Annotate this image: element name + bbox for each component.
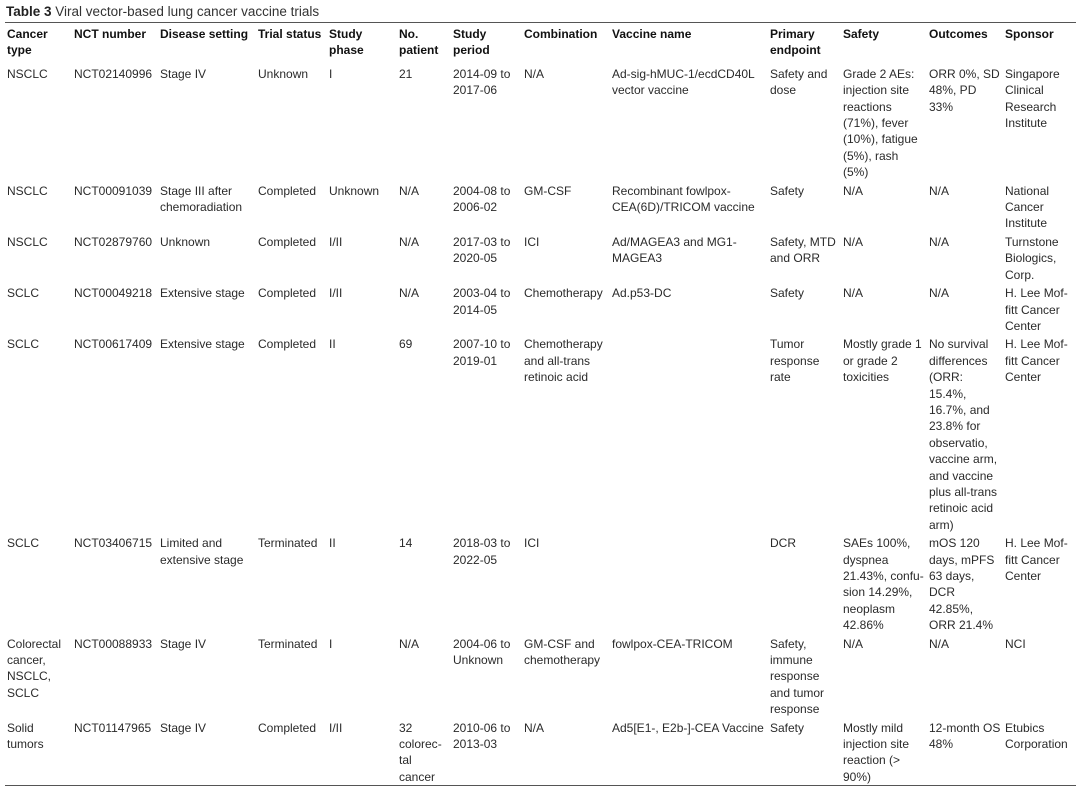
- table-cell-combination: Chemotherapy: [524, 286, 603, 301]
- table-cell-vaccine-name: Ad5[E1-, E2b-]-CEA Vaccine: [612, 720, 764, 735]
- table-cell-no-patient: N/A: [399, 234, 420, 249]
- table-cell-primary-endpoint: Safety: [770, 720, 805, 735]
- table-cell-vaccine-name: [610, 334, 768, 533]
- table-cell-study-period: 2010-06 to 2013-03: [453, 720, 511, 752]
- table-cell-study-period: 2017-03 to 2020-05: [453, 234, 511, 266]
- table-cell-outcomes: No survival differences (ORR: 15.4%, 16.7%, and 23.8% for observatio, vaccine arm, and vaccine plus all-trans retinoic acid arm): [929, 337, 998, 532]
- table-cell-outcomes: N/A: [929, 636, 950, 651]
- table-cell-outcomes: N/A: [929, 234, 950, 249]
- table-cell-combination: ICI: [524, 536, 540, 551]
- table-cell-trial-status: Completed: [258, 286, 317, 301]
- table-header-row: [5, 23, 1076, 59]
- column-header-no-patient: No. patient: [399, 27, 439, 58]
- table-cell-sponsor: H. Lee Moffitt Cancer Center: [1005, 286, 1068, 333]
- table-cell-disease-setting: Extensive stage: [160, 337, 245, 352]
- column-header-study-phase: Study phase: [329, 27, 364, 58]
- table-cell-vaccine-name: Ad-sig-hMUC-1/ecdCD40L vector vaccine: [612, 66, 755, 98]
- table-cell-outcomes: N/A: [929, 183, 950, 198]
- table-cell-cancer-type: SCLC: [7, 337, 40, 352]
- table-cell-disease-setting: Stage IV: [160, 636, 207, 651]
- table-cell-no-patient: N/A: [399, 636, 420, 651]
- table-cell-no-patient: 32 colorectal cancer: [399, 720, 442, 784]
- table-cell-nct-number: NCT00088933: [74, 636, 153, 651]
- table-cell-safety: N/A: [843, 636, 864, 651]
- column-header-disease-setting: Disease setting: [160, 27, 249, 41]
- table-cell-sponsor: Singapore Clinical Research Institute: [1005, 66, 1060, 131]
- table-cell-cancer-type: SCLC: [7, 536, 40, 551]
- table-cell-study-phase: I: [329, 66, 333, 81]
- table-cell-trial-status: Unknown: [258, 66, 309, 81]
- table-cell-study-phase: II: [329, 536, 336, 551]
- table-cell-study-phase: II: [329, 337, 336, 352]
- table-caption: [6, 3, 319, 20]
- table-cell-disease-setting: Stage IV: [160, 66, 207, 81]
- table-cell-study-period: 2014-09 to 2017-06: [453, 66, 511, 98]
- table-cell-cancer-type: NSCLC: [7, 66, 48, 81]
- table-cell-combination: GM-CSF: [524, 183, 572, 198]
- table-cell-combination: GM-CSF and chemotherapy: [524, 636, 601, 668]
- table-cell-primary-endpoint: Safety: [770, 183, 805, 198]
- table-cell-outcomes: 12-month OS 48%: [929, 720, 1001, 752]
- table-cell-nct-number: NCT00617409: [74, 337, 153, 352]
- table-cell-outcomes: N/A: [929, 286, 950, 301]
- table-cell-outcomes: mOS 120 days, mPFS 63 days, DCR 42.85%, ORR 21.4%: [929, 536, 995, 633]
- table-cell-safety: Grade 2 AEs: injection site reactions (71%), fever (10%), fatigue (5%), rash (5%): [843, 66, 918, 180]
- table-cell-disease-setting: Limited and extensive stage: [160, 536, 244, 567]
- table-cell-sponsor: Etubics Corporation: [1005, 720, 1068, 752]
- column-header-sponsor: Sponsor: [1005, 27, 1054, 41]
- table-cell-cancer-type: SCLC: [7, 286, 40, 301]
- table-cell-no-patient: 14: [399, 536, 413, 551]
- column-header-study-period: Study period: [453, 27, 490, 58]
- table-cell-no-patient: N/A: [399, 286, 420, 301]
- table-cell-safety: Mostly grade 1 or grade 2 toxicities: [843, 337, 922, 385]
- table-row: [5, 634, 1076, 718]
- column-header-vaccine-name: Vaccine name: [612, 27, 692, 41]
- table-cell-safety: N/A: [843, 234, 864, 249]
- table-cell-study-period: 2004-08 to 2006-02: [453, 183, 511, 215]
- table-cell-study-phase: I/II: [329, 286, 343, 301]
- table-cell-study-phase: I/II: [329, 720, 343, 735]
- table-cell-primary-endpoint: Safety, MTD and ORR: [770, 234, 836, 266]
- table-cell-primary-endpoint: Safety, immune response and tumor response: [770, 636, 825, 717]
- table-cell-study-period: 2018-03 to 2022-05: [453, 536, 511, 567]
- table-cell-disease-setting: Stage III after chemoradiation: [160, 183, 243, 215]
- table-cell-sponsor: Turnstone Biologics, Corp.: [1005, 234, 1059, 282]
- table-cell-sponsor: H. Lee Moffitt Cancer Center: [1005, 536, 1068, 583]
- column-header-nct-number: NCT number: [74, 27, 146, 41]
- table-cell-trial-status: Completed: [258, 183, 317, 198]
- table-cell-safety: N/A: [843, 183, 864, 198]
- table-row: [5, 718, 1076, 786]
- table-cell-disease-setting: Stage IV: [160, 720, 207, 735]
- table-cell-primary-endpoint: Tumor response rate: [770, 337, 820, 385]
- table-cell-no-patient: N/A: [399, 183, 420, 198]
- table-cell-primary-endpoint: DCR: [770, 536, 796, 551]
- table-cell-vaccine-name: Ad.p53-DC: [612, 286, 672, 301]
- table-cell-vaccine-name: Ad/MAGEA3 and MG1-MAGEA3: [612, 234, 737, 266]
- trials-table-container: [5, 22, 1076, 786]
- table-cell-study-period: 2004-06 to Unknown: [453, 636, 511, 668]
- trials-table: [5, 22, 1076, 786]
- column-header-safety: Safety: [843, 27, 880, 41]
- table-cell-nct-number: NCT03406715: [74, 536, 153, 551]
- table-cell-outcomes: ORR 0%, SD 48%, PD 33%: [929, 66, 1000, 114]
- table-cell-sponsor: NCI: [1005, 636, 1026, 651]
- table-cell-vaccine-name: [610, 533, 768, 633]
- table-cell-nct-number: NCT02140996: [74, 66, 153, 81]
- table-cell-cancer-type: Solid tumors: [7, 720, 44, 752]
- table-row: [5, 283, 1076, 334]
- table-cell-study-phase: I/II: [329, 234, 343, 249]
- table-cell-trial-status: Terminated: [258, 536, 318, 551]
- column-header-cancer-type: Cancer type: [7, 27, 48, 58]
- table-cell-study-period: 2003-04 to 2014-05: [453, 286, 511, 317]
- table-cell-sponsor: H. Lee Moffitt Cancer Center: [1005, 337, 1068, 385]
- table-cell-sponsor: National Cancer Institute: [1005, 183, 1050, 231]
- table-row: [5, 59, 1076, 181]
- table-cell-primary-endpoint: Safety: [770, 286, 805, 301]
- table-cell-primary-endpoint: Safety and dose: [770, 66, 828, 98]
- table-cell-cancer-type: Colorectal cancer, NSCLC, SCLC: [7, 636, 62, 700]
- table-caption-label: Table 3: [6, 4, 52, 19]
- column-header-primary-endpoint: Primary endpoint: [770, 27, 821, 58]
- table-cell-combination: Chemotherapy and all-trans retinoic acid: [524, 337, 603, 385]
- table-cell-study-phase: I: [329, 636, 333, 651]
- table-cell-trial-status: Completed: [258, 337, 317, 352]
- table-cell-nct-number: NCT01147965: [74, 720, 152, 735]
- table-caption-title: Viral vector-based lung cancer vaccine trials: [55, 4, 320, 19]
- table-cell-combination: N/A: [524, 720, 545, 735]
- table-cell-safety: Mostly mild injection site reaction (> 90%): [843, 720, 910, 784]
- table-cell-study-period: 2007-10 to 2019-01: [453, 337, 511, 368]
- table-cell-cancer-type: NSCLC: [7, 234, 48, 249]
- table-cell-nct-number: NCT00049218: [74, 286, 153, 301]
- table-cell-safety: N/A: [843, 286, 864, 301]
- column-header-outcomes: Outcomes: [929, 27, 988, 41]
- table-cell-disease-setting: Unknown: [160, 234, 211, 249]
- table-row: [5, 232, 1076, 283]
- table-cell-disease-setting: Extensive stage: [160, 286, 245, 301]
- table-cell-vaccine-name: fowlpox-CEA-TRICOM: [612, 636, 733, 651]
- table-cell-trial-status: Completed: [258, 234, 317, 249]
- table-cell-cancer-type: NSCLC: [7, 183, 48, 198]
- table-cell-trial-status: Completed: [258, 720, 317, 735]
- table-cell-nct-number: NCT00091039: [74, 183, 153, 198]
- table-cell-vaccine-name: Recombinant fowlpox-CEA(6D)/TRICOM vaccine: [612, 183, 755, 215]
- table-row: [5, 334, 1076, 533]
- table-cell-trial-status: Terminated: [258, 636, 318, 651]
- table-cell-safety: SAEs 100%, dyspnea 21.43%, confusion 14.29%, neoplasm 42.86%: [843, 536, 924, 633]
- table-cell-combination: N/A: [524, 66, 545, 81]
- table-row: [5, 533, 1076, 633]
- table-cell-no-patient: 21: [399, 66, 413, 81]
- table-cell-study-phase: Unknown: [329, 183, 380, 198]
- table-body: [5, 59, 1076, 786]
- table-cell-no-patient: 69: [399, 337, 413, 352]
- table-cell-combination: ICI: [524, 234, 540, 249]
- table-cell-nct-number: NCT02879760: [74, 234, 153, 249]
- table-row: [5, 181, 1076, 232]
- column-header-combination: Combination: [524, 27, 598, 41]
- column-header-trial-status: Trial status: [258, 27, 322, 41]
